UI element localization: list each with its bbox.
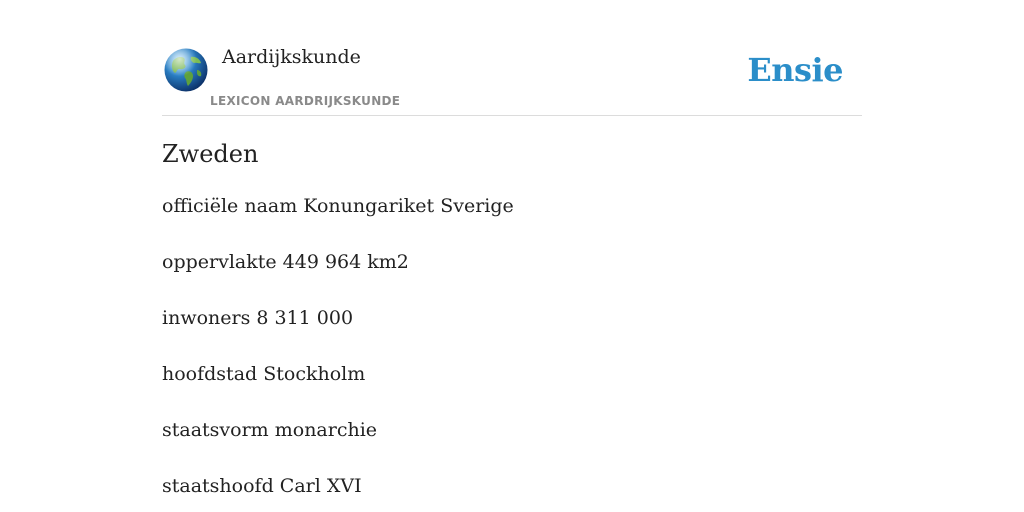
- page-title: Zweden: [162, 140, 259, 168]
- page: [162, 0, 862, 497]
- fact-head-of-state: staatshoofd Carl XVI: [162, 475, 362, 497]
- fact-population: inwoners 8 311 000: [162, 307, 354, 329]
- site-subtitle: LEXICON AARDRIJKSKUNDE: [210, 94, 401, 108]
- site-title-link[interactable]: Aardijkskunde: [222, 46, 361, 68]
- fact-list: [162, 194, 514, 512]
- globe-icon[interactable]: [164, 48, 208, 92]
- brand-logo-link[interactable]: Ensie: [747, 51, 843, 89]
- fact-capital: hoofdstad Stockholm: [162, 363, 366, 385]
- fact-official-name: officiële naam Konungariket Sverige: [162, 195, 514, 217]
- fact-government-form: staatsvorm monarchie: [162, 419, 378, 441]
- fact-area: oppervlakte 449 964 km2: [162, 251, 409, 273]
- site-header: [162, 0, 862, 116]
